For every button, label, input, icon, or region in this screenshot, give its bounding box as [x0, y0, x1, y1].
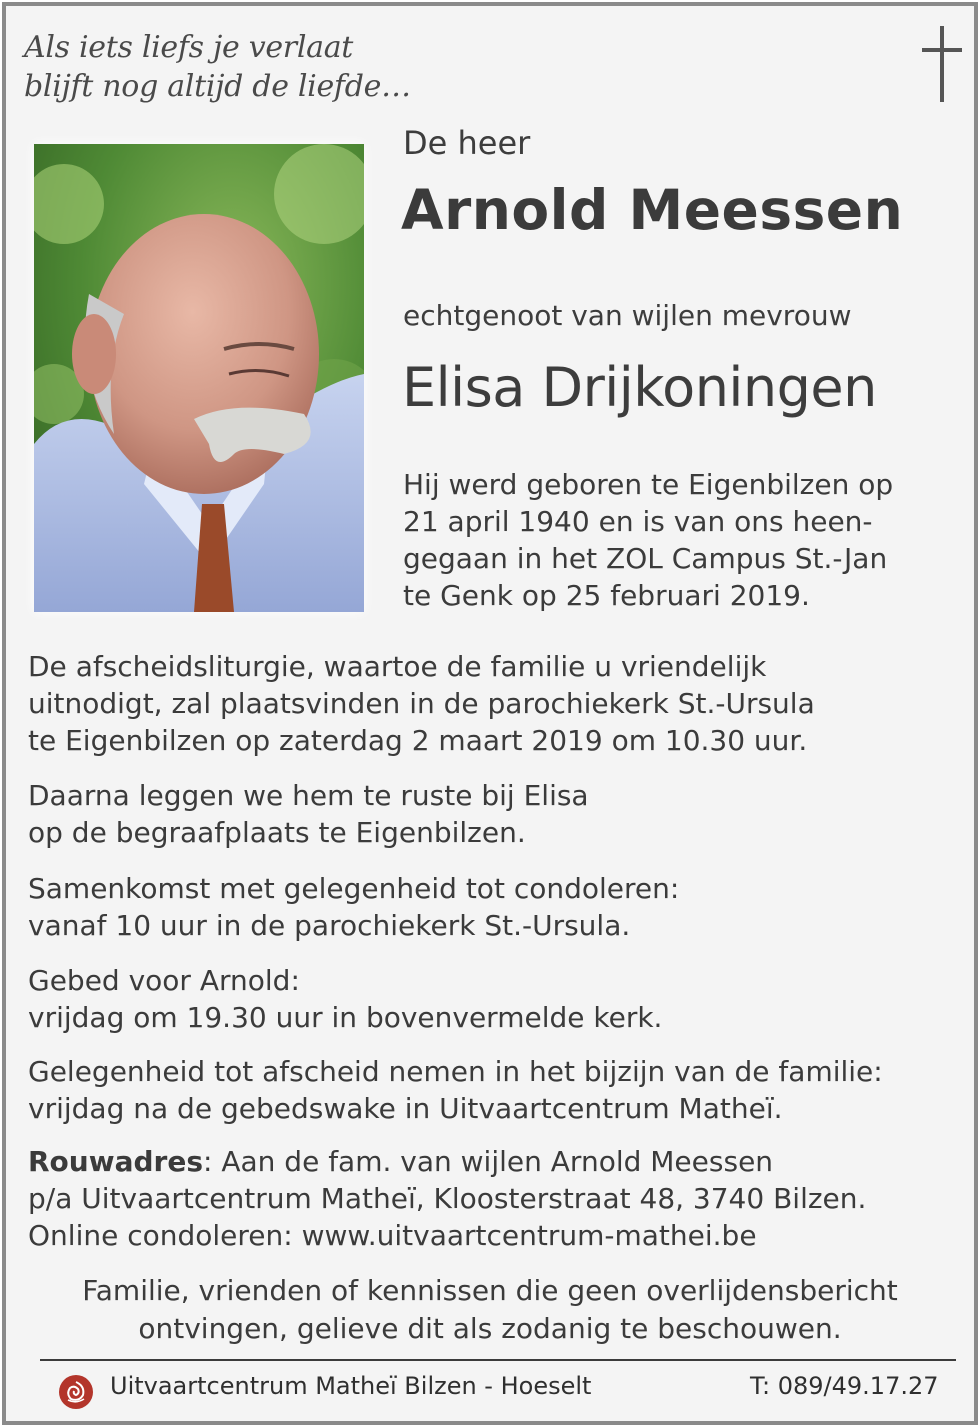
address-label: Rouwadres	[28, 1145, 203, 1178]
online-condolence-line: Online condoleren: www.uitvaartcentrum-mathei.be	[28, 1219, 757, 1252]
motto-line: Als iets liefs je verlaat	[24, 30, 354, 65]
footer-company: Uitvaartcentrum Matheï Bilzen - Hoeselt	[110, 1372, 592, 1400]
portrait-photo	[34, 144, 364, 612]
address-paragraph	[28, 1143, 866, 1254]
footer-phone: T: 089/49.17.27	[750, 1372, 939, 1400]
birth-line: te Genk op 25 februari 2019.	[403, 579, 810, 612]
text-line: Samenkomst met gelegenheid tot condoleren:	[28, 872, 680, 905]
text-line: vanaf 10 uur in de parochiekerk St.-Ursula.	[28, 909, 631, 942]
text-line: vrijdag na de gebedswake in Uitvaartcentrum Matheï.	[28, 1092, 783, 1125]
deceased-name: Arnold Meessen	[401, 178, 904, 242]
address-line-rest: : Aan de fam. van wijlen Arnold Meessen	[203, 1145, 774, 1178]
obituary-card	[2, 2, 978, 1425]
farewell-paragraph	[28, 1053, 883, 1127]
birth-line: 21 april 1940 en is van ons heen-	[403, 505, 873, 538]
title-prefix: De heer	[403, 124, 531, 162]
text-line: te Eigenbilzen op zaterdag 2 maart 2019 om 10.30 uur.	[28, 724, 808, 757]
address-line	[28, 1143, 866, 1180]
gathering-paragraph	[28, 870, 679, 944]
text-line: ontvingen, gelieve dit als zodanig te beschouwen.	[138, 1312, 842, 1345]
rose-logo-icon	[58, 1374, 94, 1410]
text-line: De afscheidsliturgie, waartoe de familie u vriendelijk	[28, 650, 767, 683]
birth-details	[403, 466, 893, 614]
text-line: uitnodigt, zal plaatsvinden in de parochiekerk St.-Ursula	[28, 687, 815, 720]
text-line: Gelegenheid tot afscheid nemen in het bijzijn van de familie:	[28, 1055, 883, 1088]
text-line: Daarna leggen we hem te ruste bij Elisa	[28, 779, 589, 812]
text-line: vrijdag om 19.30 uur in bovenvermelde kerk.	[28, 1001, 663, 1034]
closing-notice	[6, 1272, 974, 1348]
footer-divider	[40, 1359, 956, 1361]
burial-paragraph	[28, 777, 589, 851]
birth-line: Hij werd geboren te Eigenbilzen op	[403, 468, 894, 501]
cross-icon	[920, 26, 964, 102]
address-line: p/a Uitvaartcentrum Matheï, Kloosterstraat 48, 3740 Bilzen.	[28, 1182, 867, 1215]
liturgy-paragraph	[28, 648, 815, 759]
text-line: op de begraafplaats te Eigenbilzen.	[28, 816, 526, 849]
motto-line: blijft nog altijd de liefde…	[24, 69, 411, 104]
relation-text: echtgenoot van wijlen mevrouw	[403, 299, 852, 332]
motto	[24, 28, 411, 106]
birth-line: gegaan in het ZOL Campus St.-Jan	[403, 542, 888, 575]
spouse-name: Elisa Drijkoningen	[402, 356, 877, 419]
prayer-paragraph	[28, 962, 662, 1036]
text-line: Familie, vrienden of kennissen die geen overlijdensbericht	[82, 1274, 898, 1307]
text-line: Gebed voor Arnold:	[28, 964, 300, 997]
